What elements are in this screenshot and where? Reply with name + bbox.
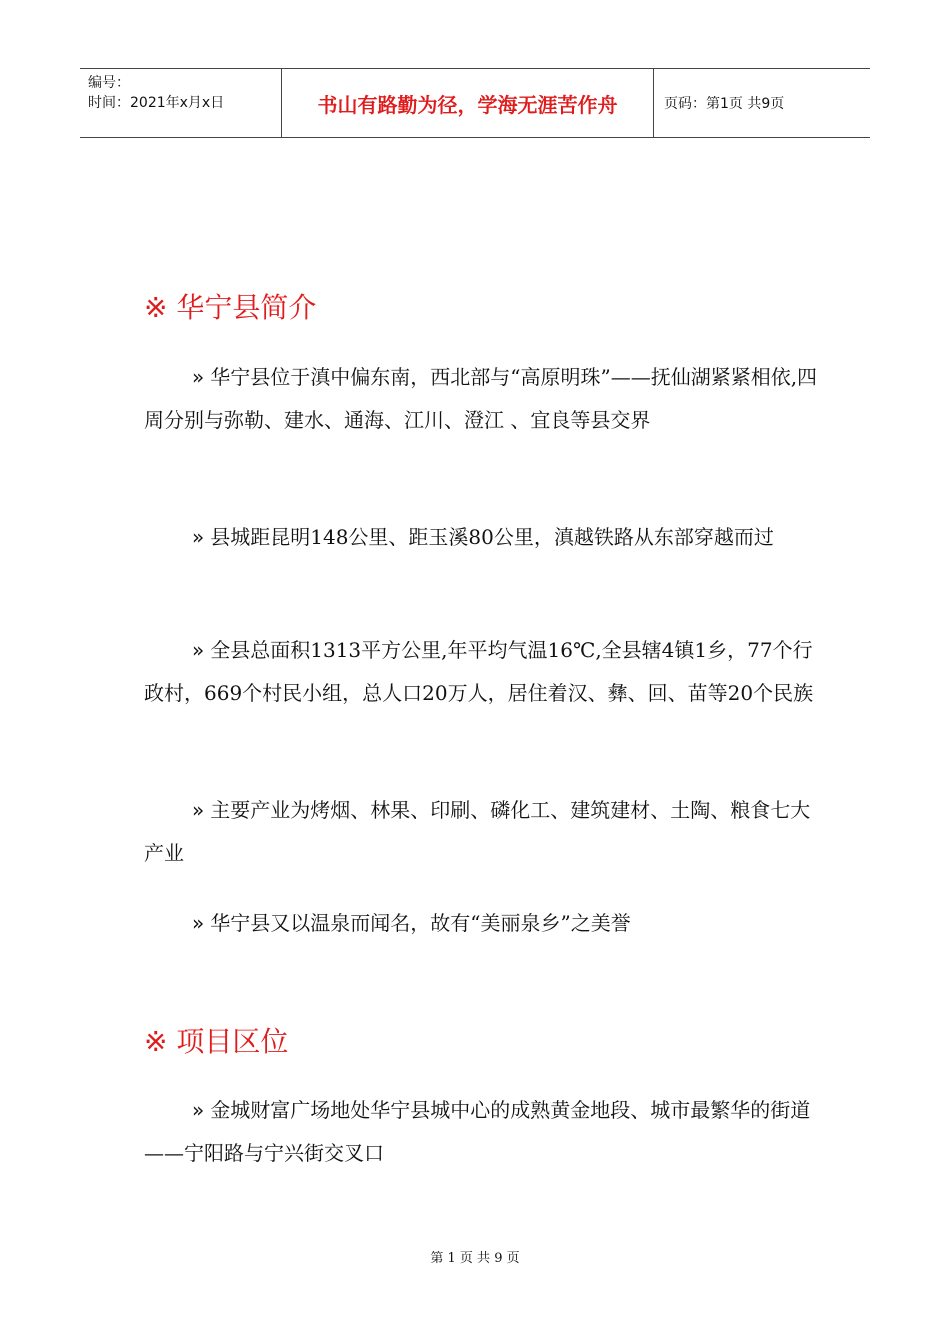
- paragraph-text: 县城距昆明148公里、距玉溪80公里，滇越铁路从东部穿越而过: [210, 525, 774, 549]
- paragraph-text: 金城财富广场地处华宁县城中心的成熟黄金地段、城市最繁华的街道——宁阳路与宁兴街交叉口: [144, 1098, 811, 1165]
- paragraph: [144, 629, 824, 715]
- bullet-icon: »: [192, 525, 205, 549]
- paragraph: [144, 902, 824, 945]
- paragraph-text: 主要产业为烤烟、林果、印刷、磷化工、建筑建材、土陶、粮食七大产业: [144, 798, 811, 865]
- document-date-label: 时间：2021年x月x日: [88, 95, 225, 111]
- header-page-label: 页码：第1页 共9页: [664, 96, 785, 112]
- header-motto: 书山有路勤为径，学海无涯苦作舟: [282, 69, 654, 137]
- bullet-icon: »: [192, 911, 205, 935]
- bullet-icon: »: [192, 365, 205, 389]
- paragraph-text: 华宁县又以温泉而闻名，故有“美丽泉乡”之美誉: [210, 911, 631, 935]
- paragraph: [144, 789, 824, 875]
- document-number-label: 编号：: [88, 75, 130, 91]
- section-title-huaning-intro: ※ 华宁县简介: [144, 291, 317, 324]
- paragraph-text: 华宁县位于滇中偏东南，西北部与“高原明珠”——抚仙湖紧紧相依,四周分别与弥勒、建水、通海、江川、澄江 、宜良等县交界: [144, 365, 818, 432]
- paragraph: [144, 516, 824, 559]
- paragraph-text: 全县总面积1313平方公里,年平均气温16℃,全县辖4镇1乡，77个行政村，669个村民小组，总人口20万人，居住着汉、彝、回、苗等20个民族: [144, 638, 814, 705]
- section-title-project-location: ※ 项目区位: [144, 1025, 289, 1058]
- paragraph: [144, 356, 824, 442]
- header-info-cell: [80, 69, 282, 137]
- page-footer: 第 1 页 共 9 页: [430, 1251, 520, 1266]
- bullet-icon: »: [192, 1098, 205, 1122]
- paragraph: [144, 1089, 824, 1175]
- bullet-icon: »: [192, 638, 205, 662]
- header-table: [80, 68, 870, 138]
- bullet-icon: »: [192, 798, 205, 822]
